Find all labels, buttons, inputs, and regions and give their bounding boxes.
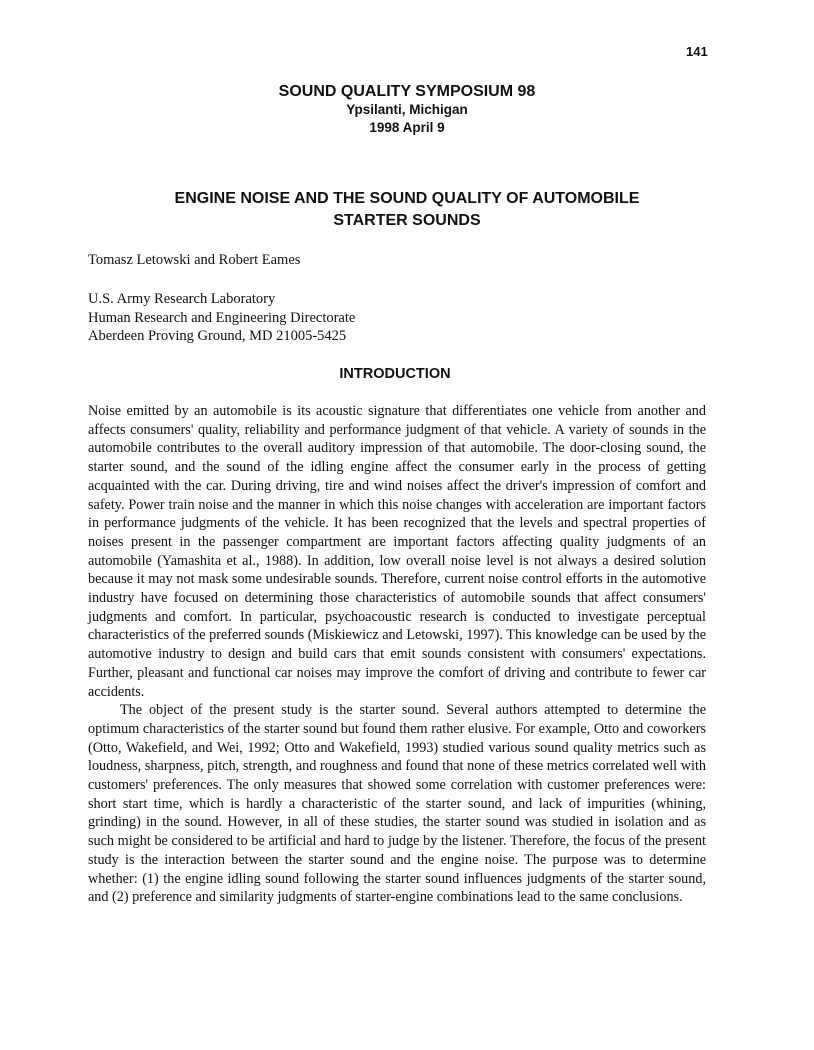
introduction-body [88,402,706,907]
paper-title [0,188,814,232]
authors: Tomasz Letowski and Robert Eames [88,252,301,268]
affiliation-line-3: Aberdeen Proving Ground, MD 21005-5425 [88,328,347,344]
paper-title-line-1: ENGINE NOISE AND THE SOUND QUALITY OF AUTOMOBILE [174,190,640,207]
symposium-location: Ypsilanti, Michigan [346,102,468,117]
affiliation-line-1: U.S. Army Research Laboratory [88,291,276,307]
affiliation-line-2: Human Research and Engineering Directorate [88,309,356,326]
affiliation [88,290,355,346]
symposium-name: SOUND QUALITY SYMPOSIUM 98 [278,83,536,100]
paragraph-2: The object of the present study is the starter sound. Several authors attempted to determine the optimum characteristics of the starter sound but found them rather elusive. For example, Otto and coworkers (Otto, Wakefield, and Wei, 1992; Otto and Wakefield, 1993) studied various sound quality metrics such as loudness, sharpness, pitch, strength, and roughness and found that none of these metrics correlated well with customers' preferences. The only measures that showed some correlation with customer preferences were: short start time, which is hardly a characteristic of the starter sound, and lack of impurities (whining, grinding) in the sound. However, in all of these studies, the starter sound was studied in isolation and as such might be considered to be artificial and hard to judge by the listener. Therefore, the focus of the present study is the interaction between the starter sound and the engine noise. The purpose was to determine whether: (1) the engine idling sound following the starter sound influences judgments of the starter sound, and (2) preference and similarity judgments of starter-engine combinations lead to the same conclusions. [88,702,706,906]
paper-title-line-2: STARTER SOUNDS [333,212,481,229]
symposium-header [0,82,814,137]
symposium-date: 1998 April 9 [369,120,445,135]
page-number: 141 [686,44,708,59]
paragraph-1: Noise emitted by an automobile is its acoustic signature that differentiates one vehicle from another and affects consumers' quality, reliability and performance judgment of that vehicle. A variety of sounds in the automobile contributes to the overall auditory impression of that automobile. The door-closing sound, the starter sound, and the sound of the idling engine affect the consumer early in the process of getting acquainted with the car. During driving, tire and wind noises affect the driver's impression of comfort and safety. Power train noise and the manner in which this noise changes with acceleration are important factors in performance judgments of the vehicle. It has been recognized that the levels and spectral properties of noises present in the passenger compartment are important factors affecting quality judgments of an automobile (Yamashita et al., 1988). In addition, low overall noise level is not always a desired solution because it may not mask some undesirable sounds. Therefore, current noise control efforts in the automotive industry have focused on determining those characteristics of automobile sounds that affect consumers' judgments and comfort. In particular, psychoacoustic research is conducted to investigate perceptual characteristics of the preferred sounds (Miskiewicz and Letowski, 1997). This knowledge can be used by the automotive industry to design and build cars that emit sounds consistent with consumers' expectations. Further, pleasant and functional car noises may improve the comfort of driving and contribute to fewer car accidents. [88,403,706,700]
section-heading-introduction: INTRODUCTION [339,366,451,382]
